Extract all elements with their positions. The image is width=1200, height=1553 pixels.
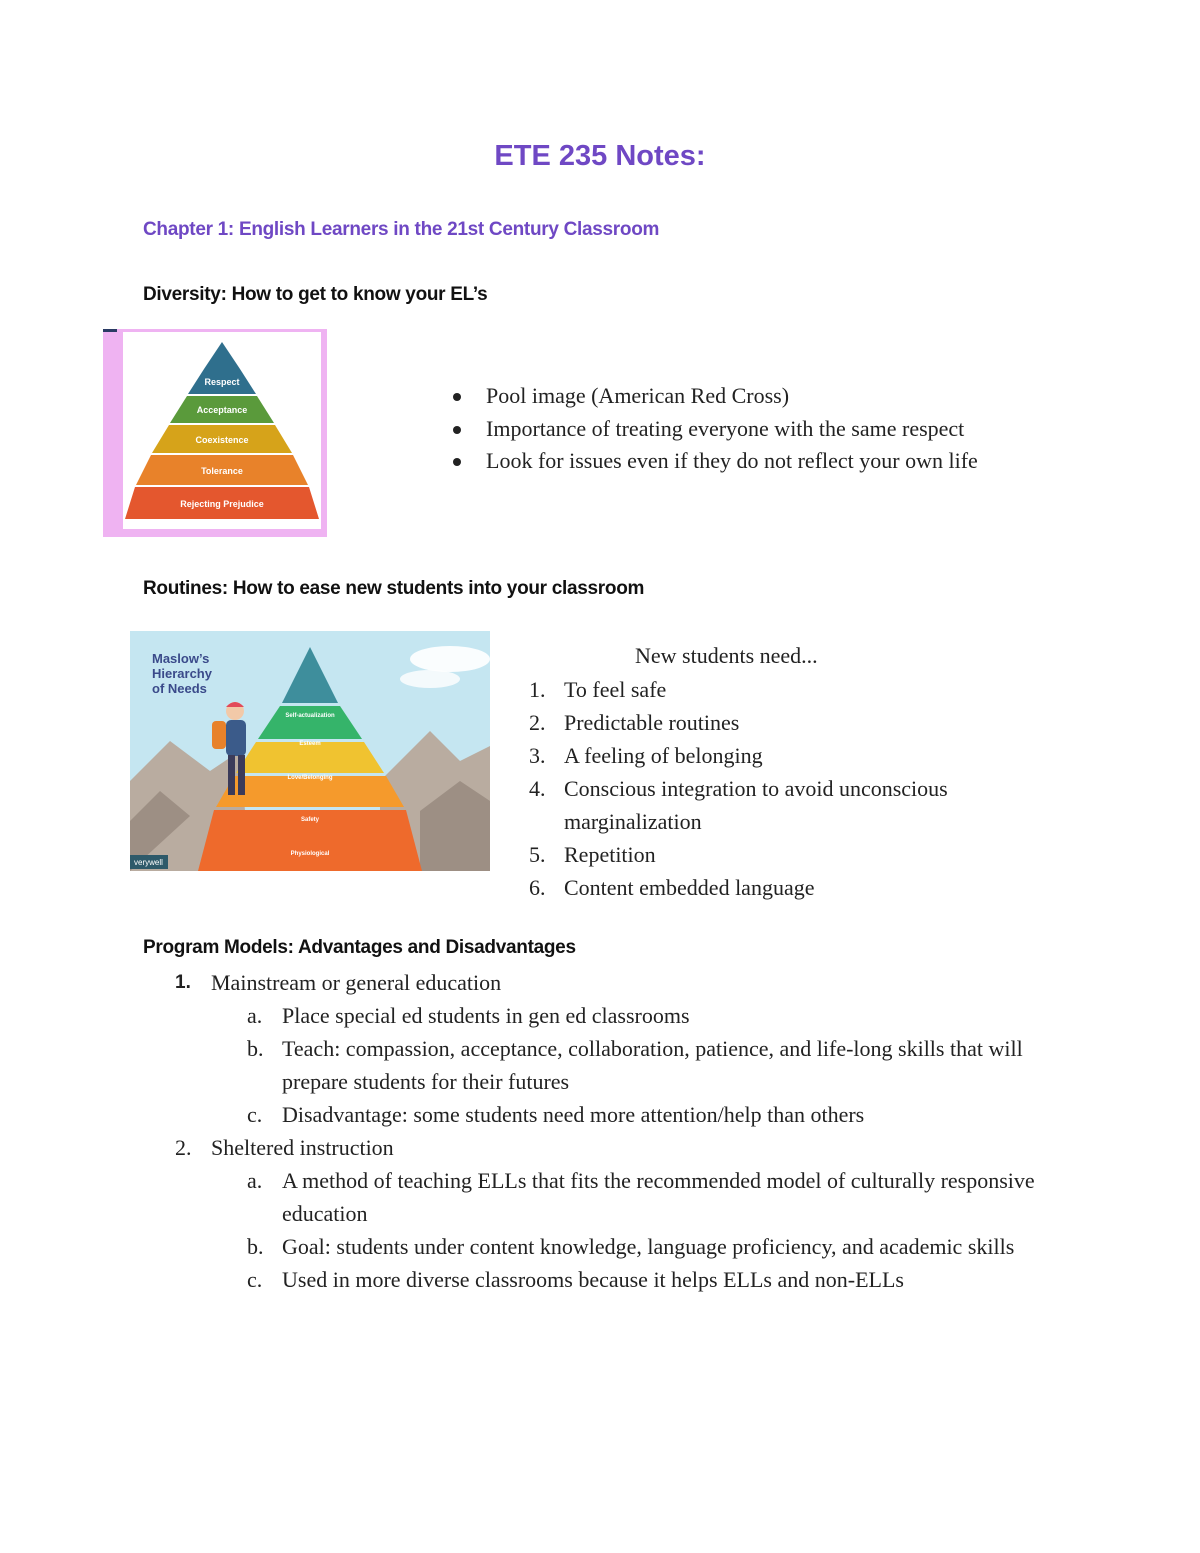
list-item: 5. Repetition [529, 842, 656, 867]
pyramid-label-acceptance: Acceptance [196, 405, 248, 415]
pyramid-label-respect: Respect [204, 377, 240, 387]
list-item: 4. Conscious integration to avoid unconscious marginalization [529, 776, 948, 834]
list-item: Look for issues even if they do not reflect your own life [448, 446, 978, 479]
maslow-label-love-belonging: Love/Belonging [287, 775, 333, 781]
maslow-illustration [130, 631, 490, 871]
needs-intro: New students need... [635, 643, 818, 668]
maslow-title-line-3: of Needs [152, 681, 207, 696]
bullet-icon [453, 393, 461, 401]
list-item: Pool image (American Red Cross) [448, 381, 978, 414]
program-models-heading: Program Models: Advantages and Disadvantages [143, 937, 576, 958]
pyramid-level-1 [204, 342, 240, 369]
figure-corner-mark [103, 329, 117, 332]
document-title: ETE 235 Notes: [494, 140, 706, 172]
verywell-watermark: verywell [134, 858, 163, 867]
list-item: Importance of treating everyone with the same respect [448, 414, 978, 447]
chapter-heading: Chapter 1: English Learners in the 21st Century Classroom [143, 219, 660, 240]
list-item: 1. To feel safe [529, 677, 667, 702]
sub-list-item: c. Used in more diverse classrooms because it helps ELLs and non-ELLs [247, 1267, 904, 1292]
pyramid-label-rejecting-prejudice: Rejecting Prejudice [180, 499, 264, 509]
maslow-title-line-1: Maslow’s [152, 651, 210, 666]
list-item: 2. Predictable routines [529, 710, 740, 735]
bullet-icon [453, 426, 461, 434]
maslow-title-line-2: Hierarchy [152, 666, 212, 681]
sub-list [211, 1164, 1083, 1296]
diversity-pyramid [123, 332, 321, 529]
maslow-label-safety: Safety [300, 817, 320, 823]
list-item: 1. Mainstream or general education a. Place special ed students in gen ed classrooms b. Teach: compassion, acceptance, collaboration, patience, and life-long skills that will prepare students for their futures c. Disadvantage: some students need more attention/help than others [143, 966, 1083, 1131]
sub-list-item: a. A method of teaching ELLs that fits the recommended model of culturally responsive education [247, 1168, 1035, 1226]
list-item: 6. Content embedded language [529, 875, 815, 900]
maslow-hierarchy-image [130, 631, 490, 871]
sub-list-item: a. Place special ed students in gen ed classrooms [247, 1003, 690, 1028]
maslow-label-self-actualization: Self-actualization [285, 713, 335, 719]
sub-list-item: b. Goal: students under content knowledge, language proficiency, and academic skills [247, 1234, 1015, 1259]
list-item: 3. A feeling of belonging [529, 743, 763, 768]
list-item: 2. Sheltered instruction a. A method of teaching ELLs that fits the recommended model of culturally responsive education b. Goal: students under content knowledge, language proficiency, and academic skills c. Used in more diverse classrooms because it helps ELLs and non-ELLs [143, 1131, 1083, 1296]
bullet-icon [453, 458, 461, 466]
routines-heading: Routines: How to ease new students into your classroom [143, 578, 645, 599]
maslow-label-physiological: Physiological [290, 851, 330, 857]
sub-list [211, 999, 1083, 1131]
pyramid-label-tolerance: Tolerance [201, 466, 243, 476]
diversity-bullet-list [448, 381, 978, 479]
sub-list-item: b. Teach: compassion, acceptance, collaboration, patience, and life-long skills that will prepare students for their futures [247, 1036, 1023, 1094]
diversity-heading: Diversity: How to get to know your EL’s [143, 284, 488, 305]
pyramid-label-coexistence: Coexistence [195, 435, 249, 445]
diversity-pyramid-image [103, 329, 327, 537]
maslow-label-esteem: Esteem [299, 741, 321, 747]
program-models-list [143, 966, 1083, 1296]
sub-list-item: c. Disadvantage: some students need more attention/help than others [247, 1102, 865, 1127]
needs-list [524, 673, 1084, 904]
